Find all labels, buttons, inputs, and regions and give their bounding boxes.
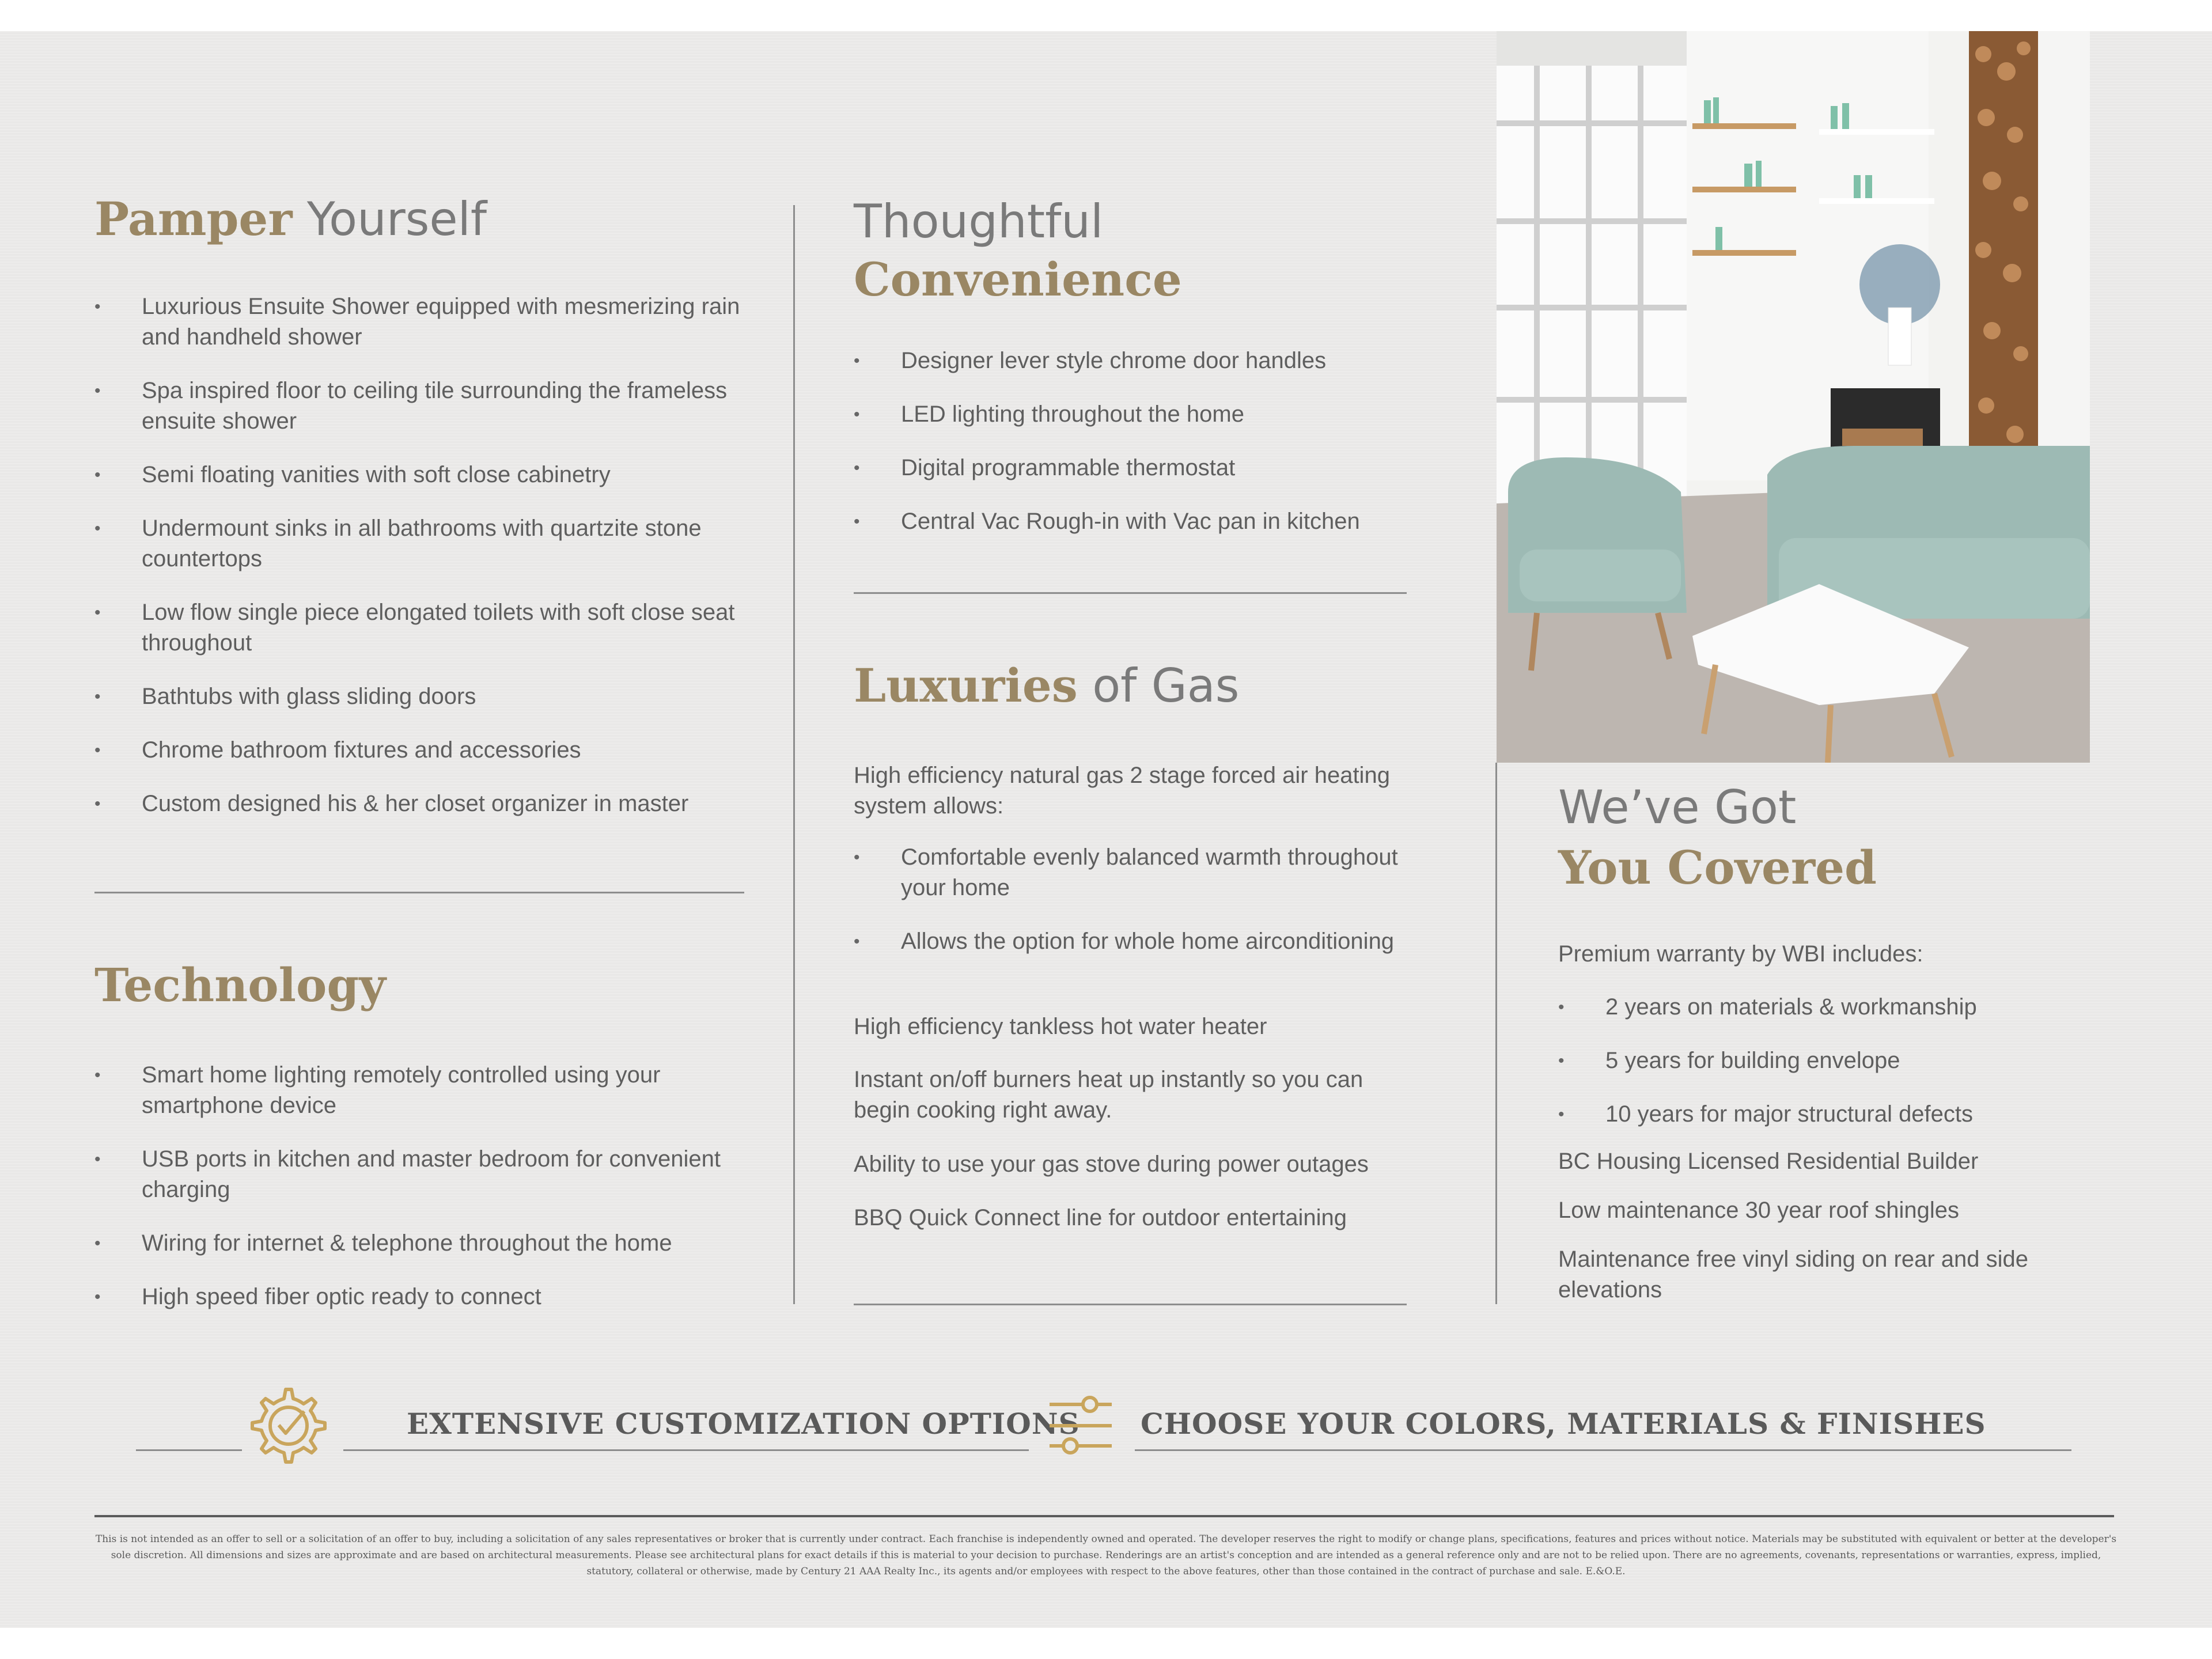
list-item: • Chrome bathroom fixtures and accessories xyxy=(94,737,581,763)
list-item: • Semi floating vanities with soft close cabinetry xyxy=(94,462,611,487)
list-item: • Central Vac Rough-in with Vac pan in kitchen xyxy=(854,509,1360,534)
gas-line: BBQ Quick Connect line for outdoor entertaining xyxy=(854,1205,1347,1230)
gas-heading: Luxuries of Gas xyxy=(854,658,1240,713)
convenience-list xyxy=(854,346,1430,560)
list-item: • Digital programmable thermostat xyxy=(854,455,1236,480)
technology-heading: Technology xyxy=(94,958,386,1012)
list-item: • Designer lever style chrome door handles xyxy=(854,348,1327,373)
sliders-icon xyxy=(1046,1394,1115,1457)
gas-line: High efficiency tankless hot water heater xyxy=(854,1014,1267,1039)
list-item: • Luxurious Ensuite Shower equipped with mesmerizing rain and handheld shower xyxy=(94,294,740,350)
list-item: • Undermount sinks in all bathrooms with quartzite stone countertops xyxy=(94,516,702,571)
list-item: • Wiring for internet & telephone throughout the home xyxy=(94,1230,672,1256)
pamper-list xyxy=(94,291,757,842)
list-item: • Spa inspired floor to ceiling tile surrounding the frameless ensuite shower xyxy=(94,378,728,434)
list-item: • 5 years for building envelope xyxy=(1558,1048,1900,1073)
pamper-heading: Pamper Yourself xyxy=(94,192,487,246)
gas-list xyxy=(854,842,1407,980)
technology-list xyxy=(94,1060,757,1335)
warranty-list xyxy=(1558,992,2077,1153)
list-item: • Comfortable evenly balanced warmth throughout your home xyxy=(854,844,1398,900)
list-item: • 2 years on materials & workmanship xyxy=(1558,994,1977,1020)
list-item: • Custom designed his & her closet organizer in master xyxy=(94,791,689,816)
column-divider xyxy=(1495,763,1497,1304)
gas-line: Ability to use your gas stove during power outages xyxy=(854,1152,1369,1177)
list-item: • LED lighting throughout the home xyxy=(854,402,1244,427)
section-divider xyxy=(854,1304,1407,1305)
banner-rule xyxy=(343,1449,1029,1451)
list-item: • Allows the option for whole home airconditioning xyxy=(854,929,1395,954)
covered-line: BC Housing Licensed Residential Builder xyxy=(1558,1149,1979,1174)
covered-line: Low maintenance 30 year roof shingles xyxy=(1558,1198,1959,1223)
gas-line: Instant on/off burners heat up instantly so you can begin cooking right away. xyxy=(854,1067,1363,1123)
list-item: • Smart home lighting remotely controlled using your smartphone device xyxy=(94,1062,661,1118)
list-item: • Bathtubs with glass sliding doors xyxy=(94,684,476,709)
covered-line: Maintenance free vinyl siding on rear and side elevations xyxy=(1558,1247,2029,1302)
convenience-heading: Thoughtful Convenience xyxy=(854,195,1182,306)
gas-intro: High efficiency natural gas 2 stage forced air heating system allows: xyxy=(854,763,1390,819)
footer-rule xyxy=(94,1515,2114,1517)
column-divider xyxy=(793,205,795,1304)
legal-disclaimer: This is not intended as an offer to sell or a solicitation of an offer to buy, including a solicitation of any sales representatives or broker that is currently under contract. Each franchise is independently owned and operated. The developer reserves the right to modify or change plans, specifications, features and prices without notice. Materials may be substituted with equivalent or better at the developer's sole discretion. All dimensions and sizes are approximate and are based on architectural measurements. Please see architectural plans for exact details if this is material to your decision to purchase. Renderings are an artist's conception and are intended as a general reference only and are not to be relied upon. There are no agreements, covenants, representations or warranties, express, implied, statutory, collateral or otherwise, made by Century 21 AAA Realty Inc., its agents and/or employees with respect to the above features, other than those contained in the contract of purchase and sale. E.&O.E. xyxy=(95,1533,2117,1577)
banner-rule xyxy=(136,1449,242,1451)
living-room-photo xyxy=(1497,31,2090,763)
list-item: • Low flow single piece elongated toilets with soft close seat throughout xyxy=(94,600,735,656)
list-item: • USB ports in kitchen and master bedroom for convenient charging xyxy=(94,1146,721,1202)
section-divider xyxy=(94,892,744,893)
list-item: • High speed fiber optic ready to connect xyxy=(94,1284,541,1309)
covered-heading: We’ve Got You Covered xyxy=(1558,781,1877,895)
list-item: • 10 years for major structural defects xyxy=(1558,1101,1974,1127)
gear-check-icon xyxy=(244,1382,327,1465)
warranty-intro: Premium warranty by WBI includes: xyxy=(1558,941,1923,967)
section-divider xyxy=(854,592,1407,594)
customization-label: EXTENSIVE CUSTOMIZATION OPTIONS xyxy=(407,1407,1080,1441)
colors-label: CHOOSE YOUR COLORS, MATERIALS & FINISHES xyxy=(1141,1407,1986,1441)
banner-rule xyxy=(1135,1449,2071,1451)
